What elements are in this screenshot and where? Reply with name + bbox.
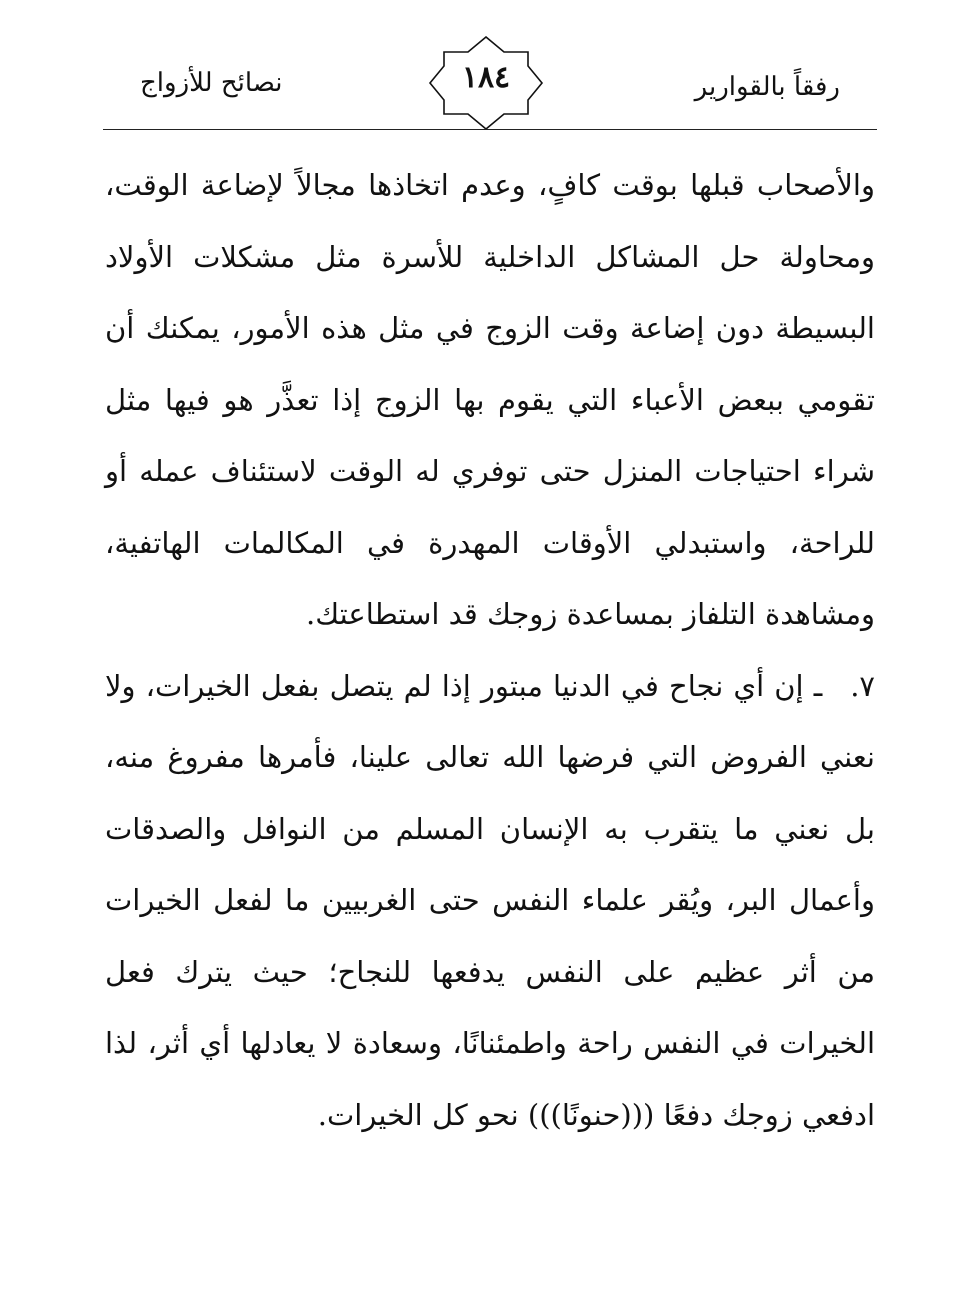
item-7-text: ـ إن أي نجاح في الدنيا مبتور إذا لم يتصل بفعل الخيرات، ولا نعني الفروض التي فرضها الله تعالى علينا، فأمرها مفروغ منه، بل نعني ما يتقرب به الإنسان المسلم من النوافل والصدقات وأعمال البر، ويُقر علماء النفس حتى الغربيين ما لفعل الخيرات من أثر عظيم على النفس يدفعها للنجاح؛ حيث يترك فعل الخيرات في النفس راحة واطمئنانًا، وسعادة لا يعادلها أي أثر، لذا ادفعي زوجك دفعًا (((حنونًا))) نحو كل الخيرات.: [105, 668, 875, 1132]
paragraph-item-7: [105, 651, 875, 1152]
item-number: ٧.: [850, 668, 875, 703]
header-divider: [103, 129, 877, 130]
section-title: نصائح للأزواج: [140, 68, 283, 98]
paragraph-1: والأصحاب قبلها بوقت كافٍ، وعدم اتخاذها مجالاً لإضاعة الوقت، ومحاولة حل المشاكل الداخلية للأسرة مثل مشكلات الأولاد البسيطة دون إضاعة وقت الزوج في مثل هذه الأمور، يمكنك أن تقومي ببعض الأعباء التي يقوم بها الزوج إذا تعذَّر هو فيها مثل شراء احتياجات المنزل حتى توفري له الوقت لاستئناف عمله أو للراحة، واستبدلي الأوقات المهدرة في المكالمات الهاتفية، ومشاهدة التلفاز بمساعدة زوجك قد استطاعتك.: [105, 168, 875, 631]
page-number: ١٨٤: [461, 60, 511, 95]
page-body: [105, 150, 875, 1151]
book-title: رفقاً بالقوارير: [694, 72, 840, 102]
page-header: [0, 0, 980, 140]
page-number-badge: [428, 36, 544, 130]
